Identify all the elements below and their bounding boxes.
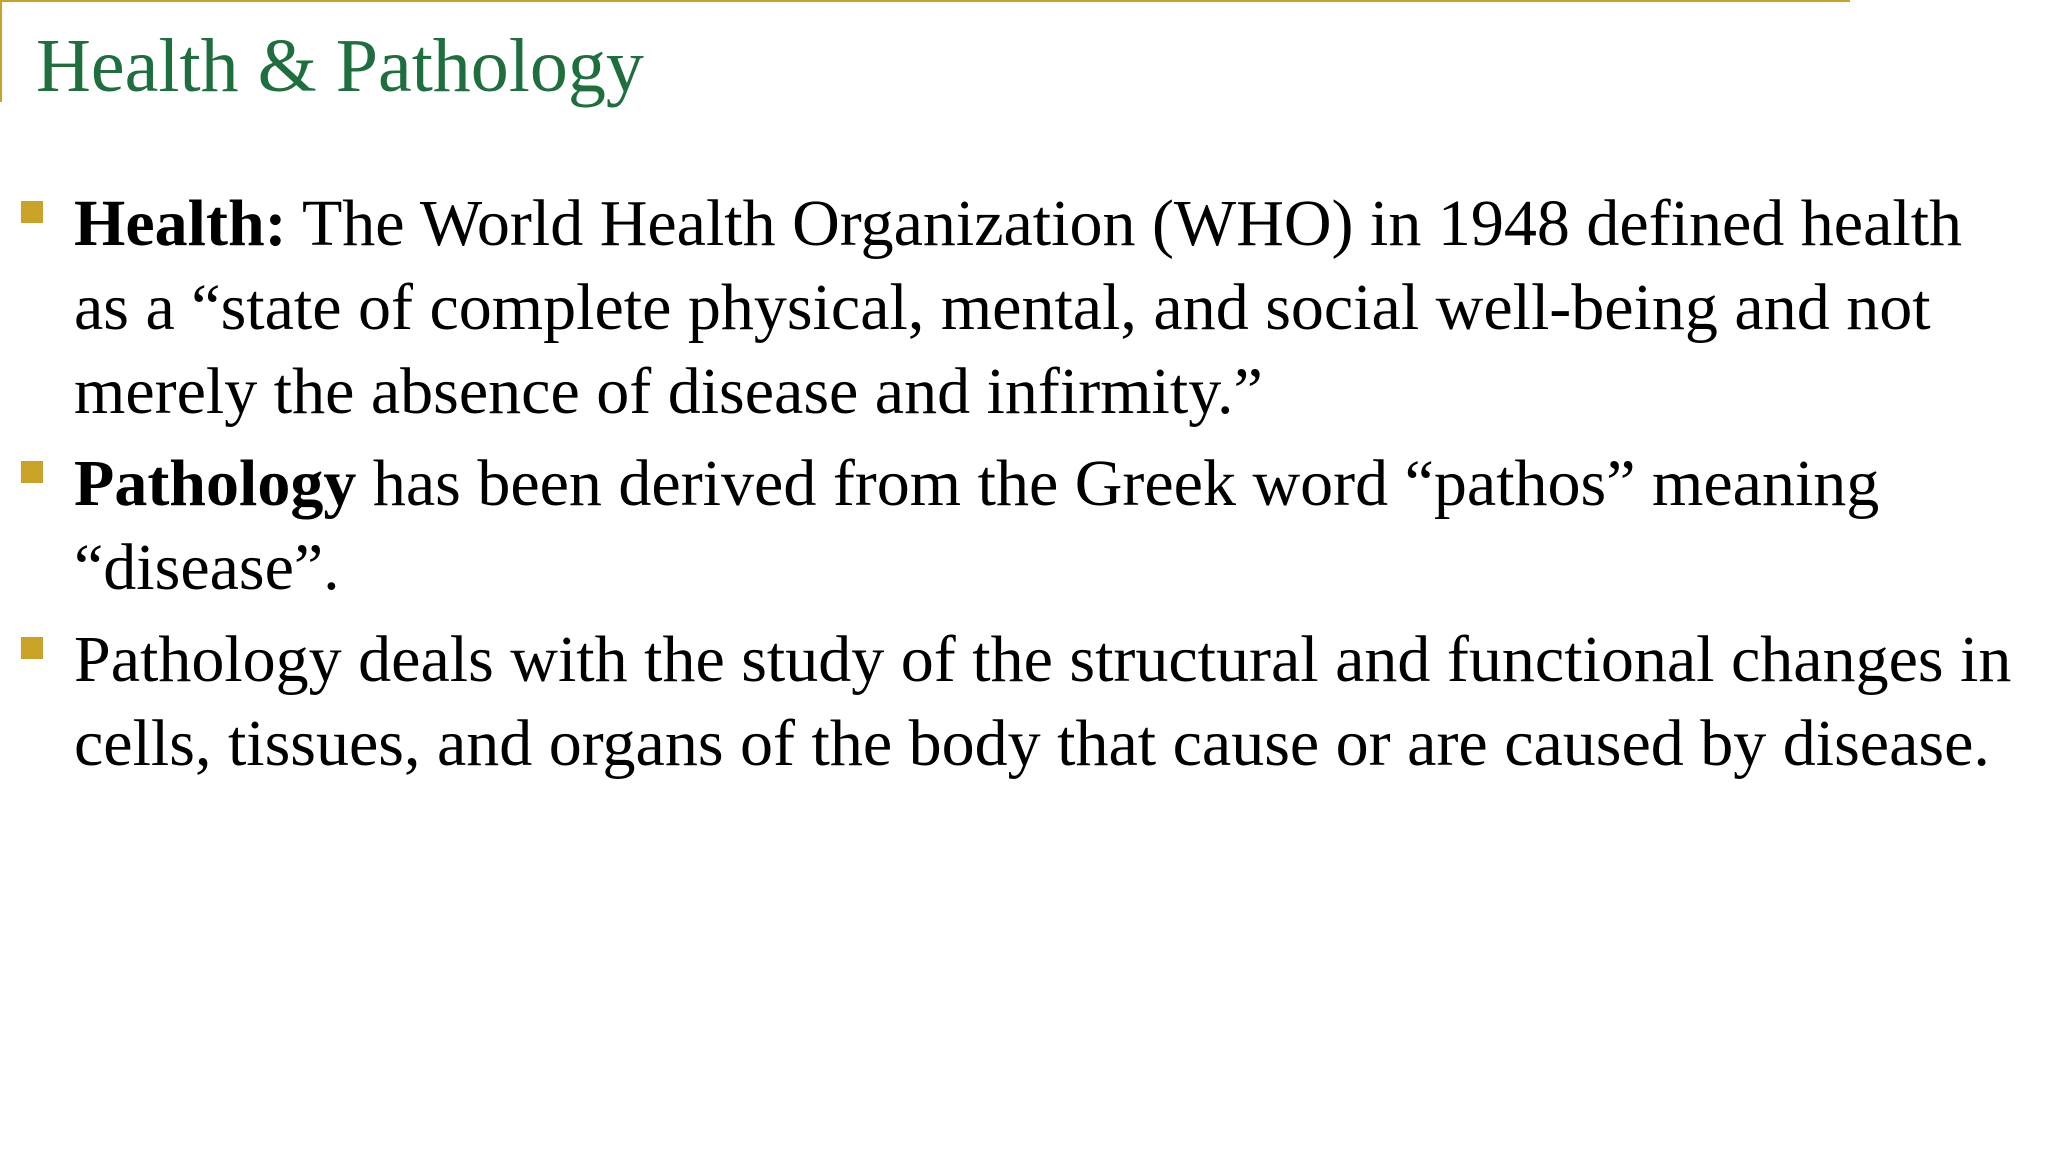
square-bullet-icon (21, 201, 43, 223)
top-accent-line (0, 0, 1850, 2)
square-bullet-icon (21, 461, 43, 483)
bullet-list (0, 182, 2048, 794)
bullet-text: has been derived from the Greek word “pathos” meaning “disease”. (74, 447, 1880, 604)
bullet-text: The World Health Organization (WHO) in 1948 defined health as a “state of complete physical, mental, and social well-being and not merely the absence of disease and infirmity.” (74, 187, 1963, 428)
bullet-item-pathology-origin (0, 442, 2048, 610)
slide-title: Health & Pathology (36, 24, 644, 108)
bullet-lead-term: Pathology (74, 447, 357, 520)
bullet-item-pathology-definition (0, 618, 2048, 786)
bullet-text: Pathology deals with the study of the structural and functional changes in cells, tissues, and organs of the body that cause or are caused by disease. (74, 623, 2012, 780)
bullet-item-health (0, 182, 2048, 434)
left-accent-line (0, 0, 2, 102)
square-bullet-icon (21, 637, 43, 659)
bullet-lead-term: Health: (74, 187, 287, 260)
